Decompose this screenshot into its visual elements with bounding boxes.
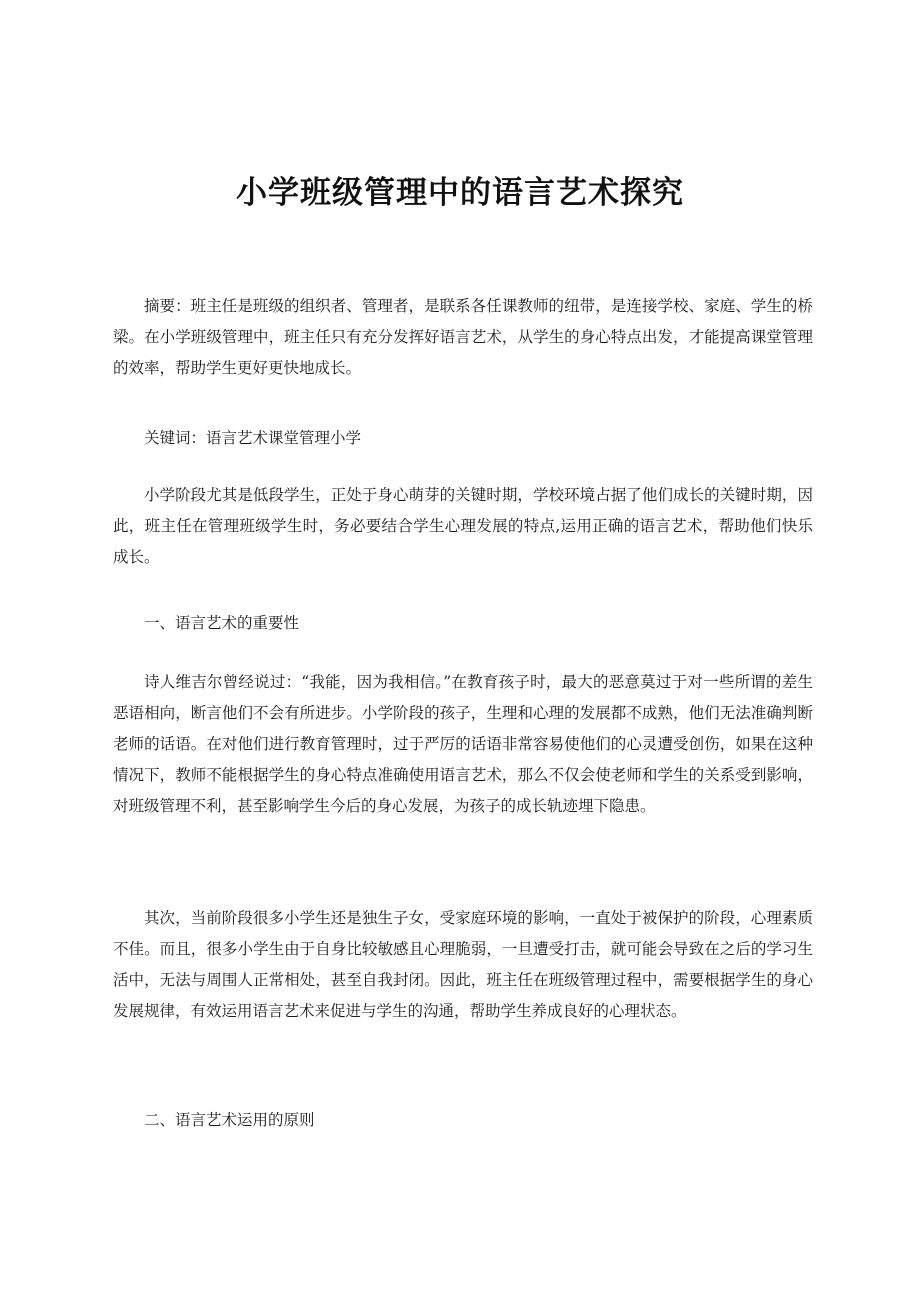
keywords-value: 语言艺术课堂管理小学 (206, 429, 362, 447)
keywords-line (113, 423, 813, 454)
document-title: 小学班级管理中的语言艺术探究 (236, 174, 684, 211)
section2-heading: 二、语言艺术运用的原则 (144, 1111, 315, 1129)
section1-paragraph-1: 诗人维吉尔曾经说过：“我能，因为我相信。”在教育孩子时，最大的恶意莫过于对一些所谓的差生恶语相向，断言他们不会有所进步。小学阶段的孩子，生理和心理的发展都不成熟，他们无法准确判断老师的话语。在对他们进行教育管理时，过于严厉的话语非常容易使他们的心灵遭受创伤，如果在这种情况下，教师不能根据学生的身心特点准确使用语言艺术，那么不仅会使老师和学生的关系受到影响，对班级管理不利，甚至影响学生今后的身心发展，为孩子的成长轨迹埋下隐患。 (113, 673, 813, 815)
abstract-paragraph: 摘要：班主任是班级的组织者、管理者，是联系各任课教师的纽带，是连接学校、家庭、学生的桥梁。在小学班级管理中，班主任只有充分发挥好语言艺术，从学生的身心特点出发，才能提高课堂管理的效率，帮助学生更好更快地成长。 (113, 297, 813, 377)
intro-paragraph: 小学阶段尤其是低段学生，正处于身心萌芽的关键时期，学校环境占据了他们成长的关键时期，因此，班主任在管理班级学生时，务必要结合学生心理发展的特点,运用正确的语言艺术，帮助他们快乐成长。 (113, 486, 813, 566)
section1-heading: 一、语言艺术的重要性 (144, 614, 300, 632)
section1-paragraph-2: 其次，当前阶段很多小学生还是独生子女，受家庭环境的影响，一直处于被保护的阶段，心理素质不佳。而且，很多小学生由于自身比较敏感且心理脆弱，一旦遭受打击，就可能会导致在之后的学习生活中，无法与周围人正常相处，甚至自我封闭。因此，班主任在班级管理过程中，需要根据学生的身心发展规律，有效运用语言艺术来促进与学生的沟通，帮助学生养成良好的心理状态。 (113, 909, 813, 1020)
keywords-label: 关键词： (144, 429, 207, 447)
